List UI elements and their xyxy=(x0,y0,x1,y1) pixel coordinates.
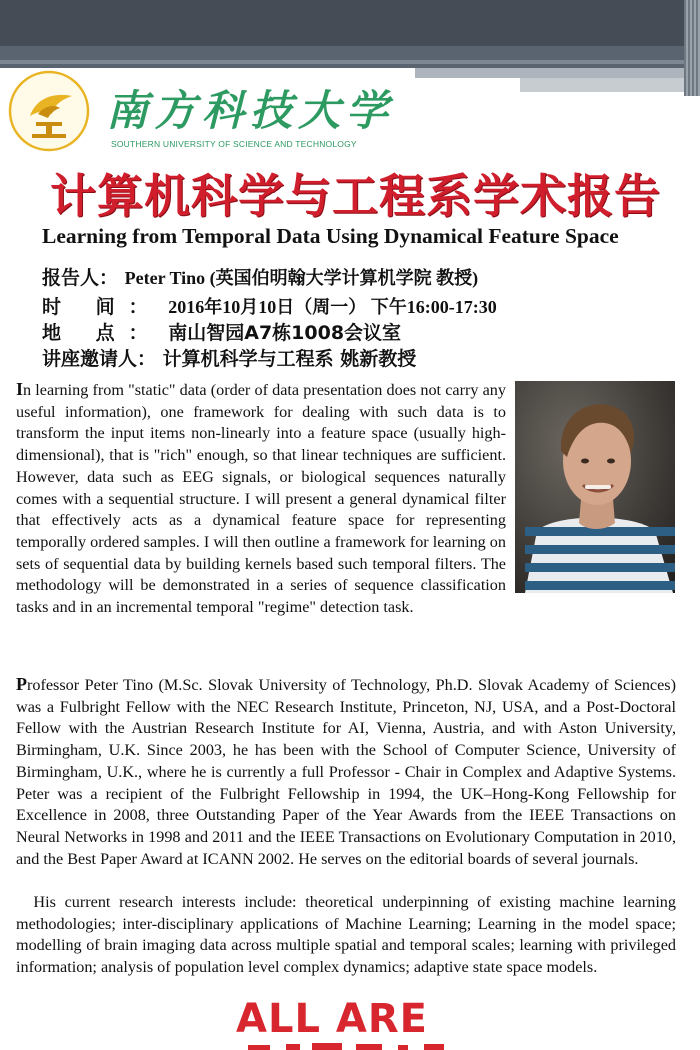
time-label: 时 间： xyxy=(42,296,162,318)
welcome-banner-cutoff xyxy=(238,1042,458,1050)
time-value: 2016年10月10日（周一） 下午16:00-17:30 xyxy=(168,297,497,317)
host-value: 计算机科学与工程系 姚新教授 xyxy=(162,348,417,370)
place-label: 地 点： xyxy=(42,322,162,344)
place-value: 南山智园A7栋1008会议室 xyxy=(168,322,402,344)
welcome-banner: ALL ARE xyxy=(236,996,428,1042)
university-name-cn: 南方科技大学 xyxy=(106,86,395,135)
header-edge-strip xyxy=(684,0,700,96)
host-line xyxy=(42,344,416,371)
speaker-line xyxy=(42,263,478,290)
university-name-en: SOUTHERN UNIVERSITY OF SCIENCE AND TECHNOLOGY xyxy=(111,139,357,149)
header-band xyxy=(0,0,700,46)
abstract-drop-letter: I xyxy=(16,379,24,399)
speaker-value: Peter Tino (英国伯明翰大学计算机学院 教授) xyxy=(124,268,479,288)
header-stripe xyxy=(0,46,700,68)
abstract-text: n learning from "static" data (order of data presentation does not carry any useful information), one framework for dealing with such data is to transform the input items non-linearly into a feature space (usually high-dimensional), that is "rich" enough, so that linear techniques are sufficient. However, data such as EEG signals, or biological sequences naturally comes with a sequential structure. I will present a general dynamical filter that effectively acts as a dynamical feature space for representing temporally ordered samples. I will then outline a framework for learning on sets of sequential data by building kernels based such temporal filters. The methodology will be demonstrated in a series of sequence classification tasks and in an incremental temporal "regime" detection task. xyxy=(16,381,506,617)
time-line xyxy=(42,292,497,319)
header-line xyxy=(0,60,700,64)
research-interests-paragraph xyxy=(16,892,676,979)
speaker-photo xyxy=(515,381,675,593)
header-stripe-lighter xyxy=(520,78,700,92)
abstract-paragraph xyxy=(16,379,506,619)
bio-drop-letter: P xyxy=(16,674,27,694)
header-stripe-light xyxy=(415,68,700,78)
sustech-logo-icon xyxy=(8,70,90,152)
research-interests-text: His current research interests include: theoretical underpinning of existing machine learning methodologies; inter-disciplinary applications of Machine Learning; Learning in the model space; modelling of brain imaging data across multiple spatial and temporal scales; learning with privileged information; analysis of population level complex dynamics; adaptive state space models. xyxy=(16,893,676,977)
speaker-label: 报告人： xyxy=(42,267,119,289)
talk-title: Learning from Temporal Data Using Dynamical Feature Space xyxy=(42,224,619,248)
bio-text: rofessor Peter Tino (M.Sc. Slovak University of Technology, Ph.D. Slovak Academy of Sciences) was a Fulbright Fellow with the NEC Research Institute, Princeton, NJ, USA, and a Post-Doctoral Fellow with the Austrian Research Institute for AI, Vienna, Austria, and with Aston University, Birmingham, U.K. Since 2003, he has been with the School of Computer Science, University of Birmingham, U.K., where he is currently a full Professor - Chair in Complex and Adaptive Systems. Peter was a recipient of the Fulbright Fellowship in 1994, the UK–Hong-Kong Fellowship for Excellence in 2008, three Outstanding Paper of the Year Awards from the IEEE Transactions on Neural Networks in 1998 and 2011 and the IEEE Transactions on Evolutionary Computation in 2010, and the Best Paper Award at ICANN 2002. He serves on the editorial boards of several journals. xyxy=(16,676,676,868)
host-label: 讲座邀请人： xyxy=(42,348,157,370)
department-title: 计算机科学与工程系学术报告 xyxy=(50,169,661,223)
bio-paragraph xyxy=(16,674,676,870)
place-line xyxy=(42,318,401,345)
